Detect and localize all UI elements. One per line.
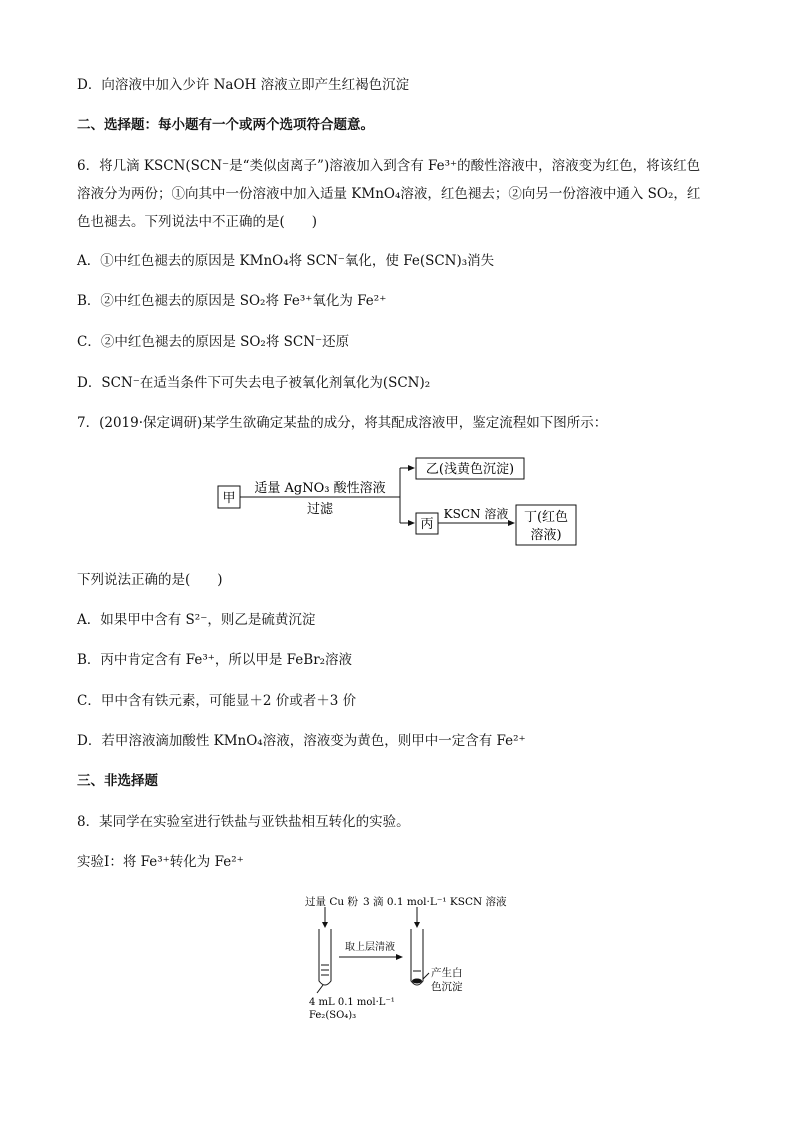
q7-question: 下列说法正确的是( ) bbox=[77, 572, 223, 588]
label-kscn: 3 滴 0.1 mol·L⁻¹ KSCN 溶液 bbox=[363, 896, 507, 908]
q8-stem: 8．某同学在实验室进行铁盐与亚铁盐相互转化的实验。 bbox=[77, 814, 410, 830]
q6-stem-line-1: 6．将几滴 KSCN(SCN⁻是“类似卤离子”)溶液加入到含有 Fe³⁺的酸性溶液中，溶液变为红色，将该红色 bbox=[77, 158, 701, 174]
test-tube-1 bbox=[319, 929, 331, 985]
flow-final-line-2: 溶液) bbox=[530, 528, 562, 543]
flow-reagent-bottom: 过滤 bbox=[306, 502, 334, 517]
arrowhead-bottom bbox=[408, 520, 415, 526]
label-solution-line-1: 4 mL 0.1 mol·L⁻¹ bbox=[309, 997, 395, 1008]
q5-option-d: D．向溶液中加入少许 NaOH 溶液立即产生红褐色沉淀 bbox=[77, 77, 410, 93]
q7-option-d: D．若甲溶液滴加酸性 KMnO₄溶液，溶液变为黄色，则甲中一定含有 Fe²⁺ bbox=[77, 733, 526, 749]
q7-option-c: C．甲中含有铁元素，可能显＋2 价或者＋3 价 bbox=[77, 693, 357, 709]
label-result-line-1: 产生白 bbox=[431, 967, 463, 979]
label-result-line-2: 色沉淀 bbox=[431, 981, 463, 993]
flow-precipitate-text: 乙(浅黄色沉淀) bbox=[425, 462, 515, 477]
flow-reagent-top: 适量 AgNO₃ 酸性溶液 bbox=[254, 481, 386, 496]
q7-option-a: A．如果甲中含有 S²⁻，则乙是硫黄沉淀 bbox=[77, 612, 316, 628]
q6-option-d: D．SCN⁻在适当条件下可失去电子被氧化剂氧化为(SCN)₂ bbox=[77, 375, 431, 391]
q6-stem-line-2: 溶液分为两份；①向其中一份溶液中加入适量 KMnO₄溶液，红色褪去；②向另一份溶液中通入 SO₂，红 bbox=[77, 186, 701, 202]
flow-final-line-1: 丁(红色 bbox=[523, 510, 569, 525]
label-cu: 过量 Cu 粉 bbox=[305, 896, 358, 908]
q7-option-b: B．丙中肯定含有 Fe³⁺，所以甲是 FeBr₂溶液 bbox=[77, 652, 353, 668]
test-tube-2 bbox=[411, 929, 423, 985]
section-3-heading: 三、非选择题 bbox=[77, 773, 158, 789]
arrowhead-kscn bbox=[508, 520, 515, 526]
q8-apparatus-figure bbox=[295, 893, 515, 1023]
flow-reagent2: KSCN 溶液 bbox=[443, 507, 509, 521]
label-solution-line-2: Fe₂(SO₄)₃ bbox=[309, 1010, 357, 1021]
label-transfer: 取上层清液 bbox=[345, 942, 395, 953]
q6-stem-line-3: 色也褪去。下列说法中不正确的是( ) bbox=[77, 214, 318, 230]
q6-option-a: A．①中红色褪去的原因是 KMnO₄将 SCN⁻氧化，使 Fe(SCN)₃消失 bbox=[77, 253, 495, 269]
flow-start-text: 甲 bbox=[222, 491, 236, 506]
q6-option-c: C．②中红色褪去的原因是 SO₂将 SCN⁻还原 bbox=[77, 334, 350, 350]
q6-option-b: B．②中红色褪去的原因是 SO₂将 Fe³⁺氧化为 Fe²⁺ bbox=[77, 293, 387, 309]
section-2-heading: 二、选择题：每小题有一个或两个选项符合题意。 bbox=[77, 117, 374, 133]
arrowhead-top bbox=[408, 465, 415, 471]
flow-filtrate-text: 丙 bbox=[420, 517, 434, 532]
q7-stem: 7．(2019·保定调研)某学生欲确定某盐的成分，将其配成溶液甲，鉴定流程如下图所示： bbox=[77, 415, 608, 431]
q7-flowchart bbox=[210, 450, 590, 555]
q8-experiment-1: 实验Ⅰ：将 Fe³⁺转化为 Fe²⁺ bbox=[77, 854, 244, 870]
